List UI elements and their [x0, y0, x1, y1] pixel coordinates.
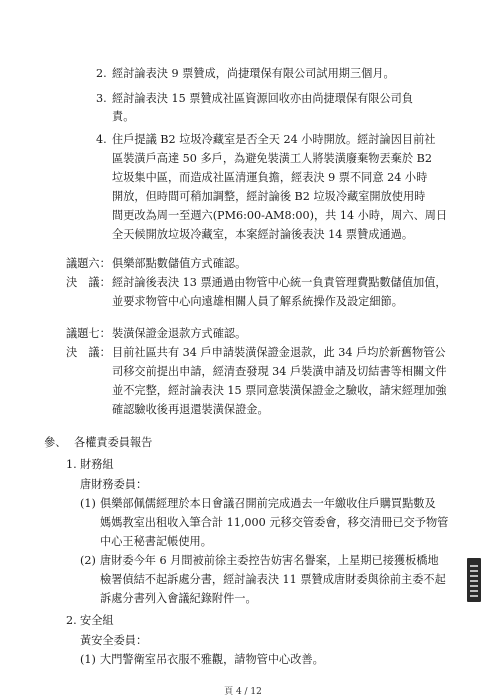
group2-name: 安全組: [80, 614, 114, 627]
group2-point1-num: (1): [80, 653, 96, 666]
topic6-text: 俱樂部點數儲值方式確認。: [112, 257, 247, 270]
group1-point2-num: (2): [80, 554, 96, 567]
group2-member: 黃安全委員：: [80, 634, 148, 647]
group1-num: 1.: [66, 458, 77, 471]
topic7-label: 議題七：: [66, 327, 111, 340]
topic6-resolution-label: 決 議：: [66, 276, 111, 289]
group1-member: 唐財務委員：: [80, 478, 148, 491]
item-4-line-1: 住戶提議 B2 垃圾冷藏室是否全天 24 小時開放。經討論因目前社: [112, 133, 436, 146]
group1-point2-line-2: 檢署偵結不起訴處分書，經討論表決 11 票贊成唐財委與徐前主委不起: [100, 573, 446, 586]
group1-name: 財務組: [80, 458, 114, 471]
topic6-resolution-line-2: 並要求物管中心向遠雄相關人員了解系統操作及設定細節。: [112, 295, 403, 308]
item-4-line-6: 全天候開放垃圾冷藏室，本案經討論後表決 14 票贊成通過。: [112, 228, 414, 241]
group1-point2-line-1: 唐財委今年 6 月間被前徐主委控告妨害名譽案，上星期已接獲板橋地: [100, 554, 439, 567]
topic7-resolution-label: 決 議：: [66, 346, 111, 359]
scan-edge-mark: [467, 558, 481, 602]
item-2-text: 經討論表決 9 票贊成，尚捷環保有限公司試用期三個月。: [112, 67, 395, 80]
item-4-num: 4.: [96, 133, 107, 146]
section3-title: 各權責委員報告: [74, 436, 153, 449]
group2-point1-line-1: 大門警衛室吊衣服不雅觀，請物管中心改善。: [100, 653, 324, 666]
item-4-line-5: 間更改為周一至週六(PM6:00-AM8:00)，共 14 小時，周六、周日: [112, 209, 448, 222]
item-2-num: 2.: [96, 67, 107, 80]
topic6-resolution-line-1: 經討論後表決 13 票通過由物管中心統一負責管理費點數儲值加值，: [112, 276, 447, 289]
item-3-line-2: 責。: [112, 110, 135, 123]
topic7-resolution-line-2: 司移交前提出申請，經清查發現 34 戶裝潢申請及切結書等相關文件: [112, 365, 447, 378]
group1-point1-line-2: 媽媽教室出租收入筆合計 11,000 元移交管委會，移交清冊已交予物管: [100, 516, 449, 529]
item-3-line-1: 經討論表決 15 票贊成社區資源回收亦由尚捷環保有限公司負: [112, 92, 414, 105]
item-4-line-2: 區裝潢戶高達 50 多戶，為避免裝潢工人將裝潢廢棄物丟棄於 B2: [112, 152, 432, 165]
topic7-text: 裝潢保證金退款方式確認。: [112, 327, 247, 340]
group1-point1-num: (1): [80, 497, 96, 510]
topic6-label: 議題六：: [66, 257, 111, 270]
item-4-line-4: 開放，但時間可稍加調整，經討論後 B2 垃圾冷藏室開放使用時: [112, 190, 426, 203]
section3-num: 參、: [44, 436, 67, 449]
topic7-resolution-line-3: 並不完整，經討論表決 15 票同意裝潢保證金之驗收，請宋經理加強: [112, 384, 447, 397]
page-number: 頁 4 / 12: [224, 687, 262, 697]
group1-point2-line-3: 訴處分書列入會議紀錄附件一。: [100, 592, 257, 605]
topic7-resolution-line-4: 確認驗收後再退還裝潢保證金。: [112, 403, 269, 416]
topic7-resolution-line-1: 目前社區共有 34 戶申請裝潢保證金退款，此 34 戶均於新舊物管公: [112, 346, 446, 359]
item-3-num: 3.: [96, 92, 107, 105]
group2-num: 2.: [66, 614, 77, 627]
group1-point1-line-3: 中心王秘書記帳使用。: [100, 535, 212, 548]
item-4-line-3: 垃圾集中區，而造成社區清運負擔，經表決 9 票不同意 24 小時: [112, 171, 428, 184]
group1-point1-line-1: 俱樂部佩儒經理於本日會議召開前完成過去一年繳收住戶購買點數及: [100, 497, 436, 510]
